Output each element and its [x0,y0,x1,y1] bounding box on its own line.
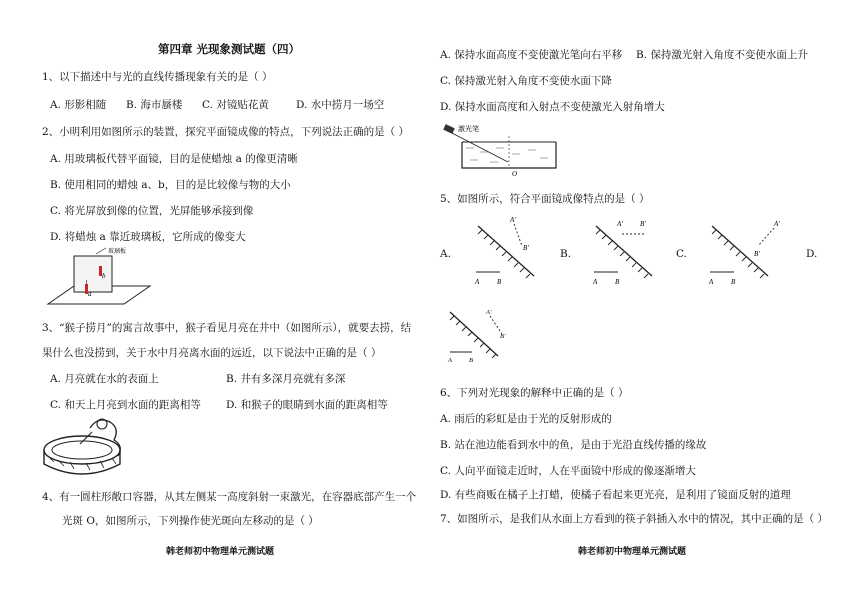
q5-b-point-a: A [593,278,598,286]
q5-c-point-b-prime: B' [754,250,760,258]
footer-right: 韩老师初中物理单元测试题 [578,547,687,557]
q3-option-b: B. 井有多深月亮就有多深 [226,373,346,385]
q3-monkey-well-figure [40,414,130,480]
q6-option-b: B. 站在池边能看到水中的鱼，是由于光沿直线传播的缘故 [440,439,707,451]
q4-option-d: D. 保持水面高度和入射点不变使激光入射角增大 [440,101,665,113]
q4-stem-line2: 光斑 O，如图所示，下列操作使光斑向左移动的是（ ） [62,515,319,527]
q4-laser-pen-label: 激光笔 [458,125,479,133]
q2-candle-a-label: a [88,290,92,298]
q2-option-c: C. 将光屏放到像的位置，光屏能够承接到像 [50,205,254,217]
q4-option-a: A. 保持水面高度不变使激光笔向右平移 [440,49,623,61]
q5-option-d-figure [440,304,510,364]
q2-option-d: D. 将蜡烛 a 靠近玻璃板，它所成的像变大 [50,231,246,243]
q1-option-d: D. 水中捞月一场空 [296,99,385,111]
q5-b-point-b: B [615,278,620,286]
q5-label-b: B. [560,248,572,260]
q3-option-c: C. 和天上月亮到水面的距离相等 [50,399,201,411]
q1-option-a: A. 形影相随 [50,99,107,111]
q5-c-point-a-prime: A' [774,220,780,228]
q5-stem: 5、如图所示，符合平面镜成像特点的是（ ） [440,193,650,205]
q4-option-c: C. 保持激光射入角度不变使水面下降 [440,75,612,87]
q6-option-d: D. 有些商贩在橘子上打蜡，使橘子看起来更光亮，是利用了镜面反射的道理 [440,489,791,501]
q1-option-c: C. 对镜贴花黄 [202,99,269,111]
q1-option-b: B. 海市蜃楼 [126,99,183,111]
q5-a-point-a-prime: A' [510,216,516,224]
q2-glass-plate-figure [44,246,154,308]
q5-a-point-b-prime: B' [523,244,529,252]
q5-b-point-a-prime: A' [617,220,623,228]
q5-label-d: D. [806,248,818,260]
q6-option-c: C. 人向平面镜走近时，人在平面镜中形成的像逐渐增大 [440,465,696,477]
q2-option-b: B. 使用相同的蜡烛 a、b，目的是比较像与物的大小 [50,179,291,191]
q5-a-point-b: B [497,278,502,286]
footer-left: 韩老师初中物理单元测试题 [166,547,275,557]
q4-laser-container-figure [440,122,560,178]
q3-option-a: A. 月亮就在水的表面上 [50,373,159,385]
q5-option-a-figure [470,212,540,288]
q2-stem: 2、小明利用如图所示的装置，探究平面镜成像的特点，下列说法正确的是（ ） [42,126,410,138]
q5-label-a: A. [440,248,451,260]
q2-option-a: A. 用玻璃板代替平面镜，目的是使蜡烛 a 的像更清晰 [50,153,298,165]
q3-option-d: D. 和猴子的眼睛到水面的距离相等 [226,399,388,411]
q4-spot-o-label: O [512,170,518,178]
q5-a-point-a: A [475,278,480,286]
q5-d-point-b-prime: B' [500,333,506,340]
q3-stem-line1: 3、“猴子捞月”的寓言故事中，猴子看见月亮在井中（如图所示），就要去捞，结 [42,322,412,334]
q7-stem: 7、如图所示，是我们从水面上方看到的筷子斜插入水中的情况，其中正确的是（ ） [440,513,829,525]
q6-stem: 6、下列对光现象的解释中正确的是（ ） [440,387,629,399]
q2-glass-label: 玻璃板 [108,249,127,255]
q5-c-point-a: A [709,278,714,286]
q4-stem-line1: 4、有一圆柱形敞口容器，从其左侧某一高度斜射一束激光，在容器底部产生一个 [42,491,417,503]
q5-label-c: C. [676,248,687,260]
q5-d-point-a: A [448,357,452,364]
q5-c-point-b: B [731,278,736,286]
q5-option-c-figure [704,212,784,288]
page-title: 第四章 光现象测试题（四） [158,42,301,56]
q5-option-b-figure [588,212,664,288]
q6-option-a: A. 雨后的彩虹是由于光的反射形成的 [440,413,612,425]
q5-d-point-b: B [469,357,473,364]
q3-stem-line2: 果什么也没捞到，关于水中月亮离水面的远近，以下说法中正确的是（ ） [42,347,382,359]
q4-option-b: B. 保持激光射入角度不变使水面上升 [636,49,808,61]
q5-b-point-b-prime: B' [640,220,646,228]
q5-d-point-a-prime: A' [486,309,492,316]
q1-stem: 1、以下描述中与光的直线传播现象有关的是（ ） [42,71,273,83]
q2-candle-b-label: b [102,272,106,280]
